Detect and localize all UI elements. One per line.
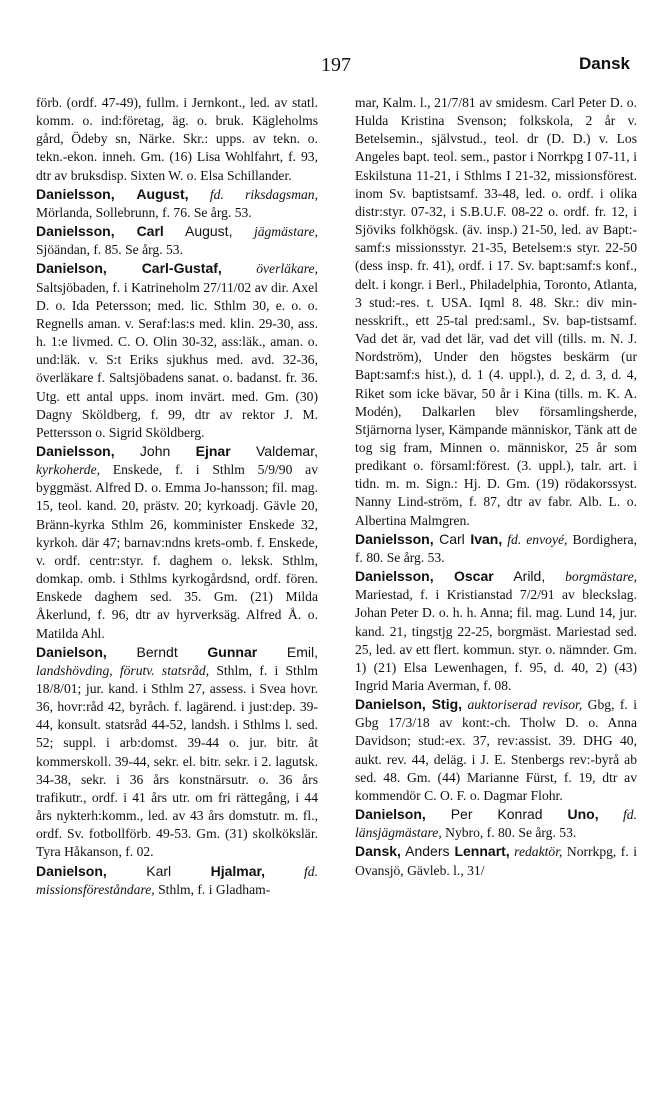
- entry-headword: [355, 568, 545, 584]
- biography-entry: [36, 862, 318, 899]
- entry-called-name: Oscar: [454, 568, 494, 585]
- entry-text: Sthlm, f. i Sthlm 18/8/01; jur. kand. i Sthlm 27, assess. i Svea hovr. 36, hovr:råd 42, byråch. f. lagärend. i just:dep. 39-44, konsult. statsråd 44-52, landsh. i Sthlms l. sed. 52; suppl. i arb:domst. 39-44 o. jur. bitr. åt kommerskoll. 39-44, sekr. el. bitr. sekr. i 2. lagutsk. 34-38, sekr. i 36 års konstnärsutr. o. 36 års trafikutr., ordf. i 41 års utr. om fri rättegång, i 44 års nykterh:komm., led. av 43 års domstutr. m. fl., ordf. Sv. fotbollförb. 49-53. Gm. (31) skolkökslär. Tyra Håkanson, f. 02.: [36, 662, 318, 860]
- entry-surname: Danielsson,: [355, 568, 434, 585]
- entry-title: auktoriserad revisor,: [462, 697, 583, 713]
- entry-text: Mörlanda, Sollebrunn, f. 76. Se årg. 53.: [36, 204, 252, 220]
- entry-headword: [36, 223, 232, 239]
- entry-headword: [355, 531, 502, 547]
- entry-given-names: Per Konrad: [425, 806, 568, 823]
- entry-text: Gbg, f. i Gbg 17/3/18 av kont:-ch. Tholw D. o. Anna Davidson; stud:-ex. 37, rev:assist. 39. DHG 40, aukt. rev. 44, deläg. i J. E. Stenbergs rev:-byrå ab sed. 48. Gm. (44) Marianne Fürst, f. 19, dtr av kommendör C. O. F. o. Dagmar Flohr.: [355, 697, 637, 803]
- running-head: Dansk: [578, 54, 630, 73]
- entry-headword: [355, 696, 462, 712]
- entry-headword: [36, 863, 265, 879]
- entry-called-name: Carl: [136, 223, 164, 240]
- entry-surname: Danielsson,: [36, 223, 115, 240]
- entry-given-names: [107, 260, 142, 276]
- entry-title: borgmästare,: [545, 569, 638, 585]
- entry-text: Saltsjöbaden, f. i Katrineholm 27/11/02 av dir. Axel D. o. Ida Petersson; med. lic. Sthlm 30, e. o. o. Regnells aman. v. Seraf:las:s med. klin. 29-30, ass. h. 1:e livmed. C. O. Olin 30-32, ass:läk., aman. o. und:läk. v. S:t Eriks sjukhus med. avd. 32-36, överläkare f. Saltsjöbadens sanat. o. badanst. fr. 36. Utg. ett antal upps. inom invärt. med. Gm. (30) Dagny Sköldberg, f. 99, dtr av rektor J. M. Pettersson o. Sigrid Sköldberg.: [36, 279, 318, 440]
- page-number: 197: [321, 54, 351, 76]
- entry-called-name: Ivan,: [470, 530, 503, 547]
- entry-given-names: Berndt: [106, 643, 208, 660]
- biography-entry: [36, 222, 318, 259]
- entry-text: Norrkpg, f. i Ovansjö, Gävleb. l., 31/: [355, 844, 637, 878]
- entry-headword: [36, 260, 222, 276]
- entry-text: mar, Kalm. l., 21/7/81 av smidesm. Carl Peter D. o. Hulda Kristina Svenson; folkskola, 2 år v. Betelsemin., självstud., teol. dr (D. D.) v. Los Angeles bapt. teol. sem., pastor i Norrkpg I 07-11, i Eskilstuna 11-21, i Sthlms I 21-32, missionsförest. inom Sv. baptistsamf. 33-48, led. o. ordf. i olika distr:styr. 07-32, i S.B.U.F. 08-22 o. ordf. fr. 12, i Sjöviks folkhögsk. (äv. insp.) 21-50, led. av Bapt:-samf:s missionsstyr. 21-35, Betelsem:s styr. 22-50 (dess insp. fr. 41), ordf. i 17. Sv. bapt:samf:s konf., delt. i kongr. i Berl., Philadelphia, Toronto, Atlanta, 3 stud:-res. t. USA. Iqml 8. 48. Skr.: div min-nesskrift., ett 25-tal pred:saml., Sv. bap-tistsamf. Vad det är, vad det lär, vad det vill (tills. m. N. J. Nordström), Under den högstes beskärm (ur Bapt:samf:s hist.), d. 1 (4. uppl.), d. 2, d. 3, d. 4, Riket som icke bävar, 50 år i Kina (tills. m. K. A. Modén), Dalkarlen blev församlingsherde, Stjärnorna lyser, Kämpande människor, Tänk att de tog sig fram, Minnen o. människor, 25 år som predikant o. församl:förest. (3. uppl.), talr. art. i tidn. m. m. Sign.: Hj. D. Gm. (19) rödakorssyst. Nanny Lind-ström, f. 87, dtr av fabr. Alb. L. o. Albertina Malmgren.: [355, 95, 637, 528]
- entry-surname: Danielson,: [36, 643, 107, 660]
- entry-text: Sthlm, f. i Gladham-: [154, 881, 271, 897]
- entry-text: Sjöändan, f. 85. Se årg. 53.: [36, 242, 183, 258]
- entry-called-name: Stig,: [431, 696, 463, 713]
- entry-surname: Danielson,: [36, 260, 107, 277]
- entry-surname: Danielsson,: [355, 530, 434, 547]
- entry-title: kyrkoherde,: [36, 462, 101, 478]
- entry-surname: Danielsson,: [36, 185, 115, 202]
- entry-title: jägmästare,: [232, 224, 319, 240]
- entry-called-name: Carl-Gustaf,: [141, 260, 222, 277]
- entry-called-name: Hjalmar,: [210, 862, 266, 879]
- right-column: [355, 94, 637, 880]
- entry-title: fd. riksdagsman,: [188, 186, 318, 202]
- entry-headword: [355, 806, 599, 822]
- entry-text: Bordighera, f. 80. Se årg. 53.: [355, 531, 637, 565]
- entry-title: överläkare,: [221, 261, 318, 277]
- entry-text: Mariestad, f. i Kristianstad 7/2/91 av bleckslag. Johan Peter D. o. h. h. Anna; fil. mag. Lund 14, jur. kand. 21, tingstjg 22-25, borgmäst. Mariestad sed. 25, led. av ett flert. kommun. styr. o. nämnder. Gm. 1) (21) Elsa Lewenhagen, f. 95, d. 40, 2) (43) Ingrid Maria Averman, f. 08.: [355, 587, 637, 693]
- entry-text: Enskede, f. i Sthlm 5/9/90 av byggmäst. Alfred D. o. Emma Jo-hansson; fil. mag. 15, teol. kand. 20, prästv. 20; kyrkoadj. Gävle 20, Bränn-kyrka Sthlm 26, komminister Enskede 32, kyrkoh. där 47; barnav:ndns krets-omb. f. Enskede, v. ordf. centr:styr. f. daghem o. leksk. Sthlm, domkap. omb. i Sthlms kyrkogårdsnd, ordf. fören. Enskede daghem sed. 35. Gm. (21) Milda Åkerlund, f. 96, dtr av hyrverksäg. Alfred Å. o. Matilda Ahl.: [36, 462, 318, 641]
- entry-given-names-after: Valdemar,: [230, 442, 318, 459]
- entry-headword: [36, 443, 318, 459]
- entry-surname: Danielson,: [355, 806, 426, 823]
- entry-continuation: [355, 94, 637, 530]
- biography-entry: [36, 442, 318, 643]
- entry-surname: Danielsson,: [36, 442, 115, 459]
- entry-called-name: Ejnar: [195, 442, 231, 459]
- entry-given-names: [434, 568, 454, 584]
- biography-entry: [36, 259, 318, 442]
- biography-entry: [355, 842, 637, 879]
- entry-given-names: [115, 223, 137, 239]
- entry-given-names: Anders: [400, 843, 455, 860]
- biography-entry: [36, 643, 318, 862]
- entry-given-names: Karl: [106, 862, 211, 879]
- entry-called-name: Lennart,: [454, 843, 510, 860]
- entry-surname: Danielson,: [355, 696, 426, 713]
- entry-headword: [36, 644, 318, 660]
- entry-headword: [36, 186, 189, 202]
- entry-given-names: Carl: [433, 530, 471, 547]
- biography-entry: [355, 805, 637, 842]
- entry-given-names: John: [114, 442, 196, 459]
- entry-given-names: [115, 186, 137, 202]
- biography-entry: [355, 567, 637, 695]
- left-column: [36, 94, 318, 899]
- entry-surname: Danielson,: [36, 862, 107, 879]
- entry-called-name: Gunnar: [207, 643, 258, 660]
- entry-headword: [355, 843, 510, 859]
- entry-text: Nybro, f. 80. Se årg. 53.: [441, 825, 577, 841]
- entry-continuation: [36, 94, 318, 185]
- biography-entry: [355, 695, 637, 805]
- entry-title: fd. länsjägmästare,: [355, 807, 637, 841]
- entry-given-names-after: August,: [163, 223, 233, 240]
- entry-surname: Dansk,: [355, 843, 401, 860]
- entry-called-name: Uno,: [567, 806, 599, 823]
- entry-given-names-after: Emil,: [257, 643, 318, 660]
- biography-entry: [36, 185, 318, 222]
- entry-called-name: August,: [136, 185, 189, 202]
- entry-title: fd. missionsföreståndare,: [36, 863, 318, 897]
- entry-text: förb. (ordf. 47-49), fullm. i Jernkont., led. av statl. komm. o. ind:företag, äg. o. bruk. Kägleholms gård, Ödeby sn, Närke. Skr.: upps. av tekn. o. tekn.-ekon. inneh. Gm. (16) Lisa Wohlfahrt, f. 93, dtr av bruksdisp. Sixten W. o. Elsa Schillander.: [36, 95, 318, 183]
- entry-title: fd. envoyé,: [502, 531, 568, 547]
- entry-title: landshövding, förutv. statsråd,: [36, 662, 210, 678]
- biography-entry: [355, 530, 637, 567]
- entry-title: redaktör,: [509, 844, 563, 860]
- entry-given-names-after: Arild,: [493, 568, 546, 585]
